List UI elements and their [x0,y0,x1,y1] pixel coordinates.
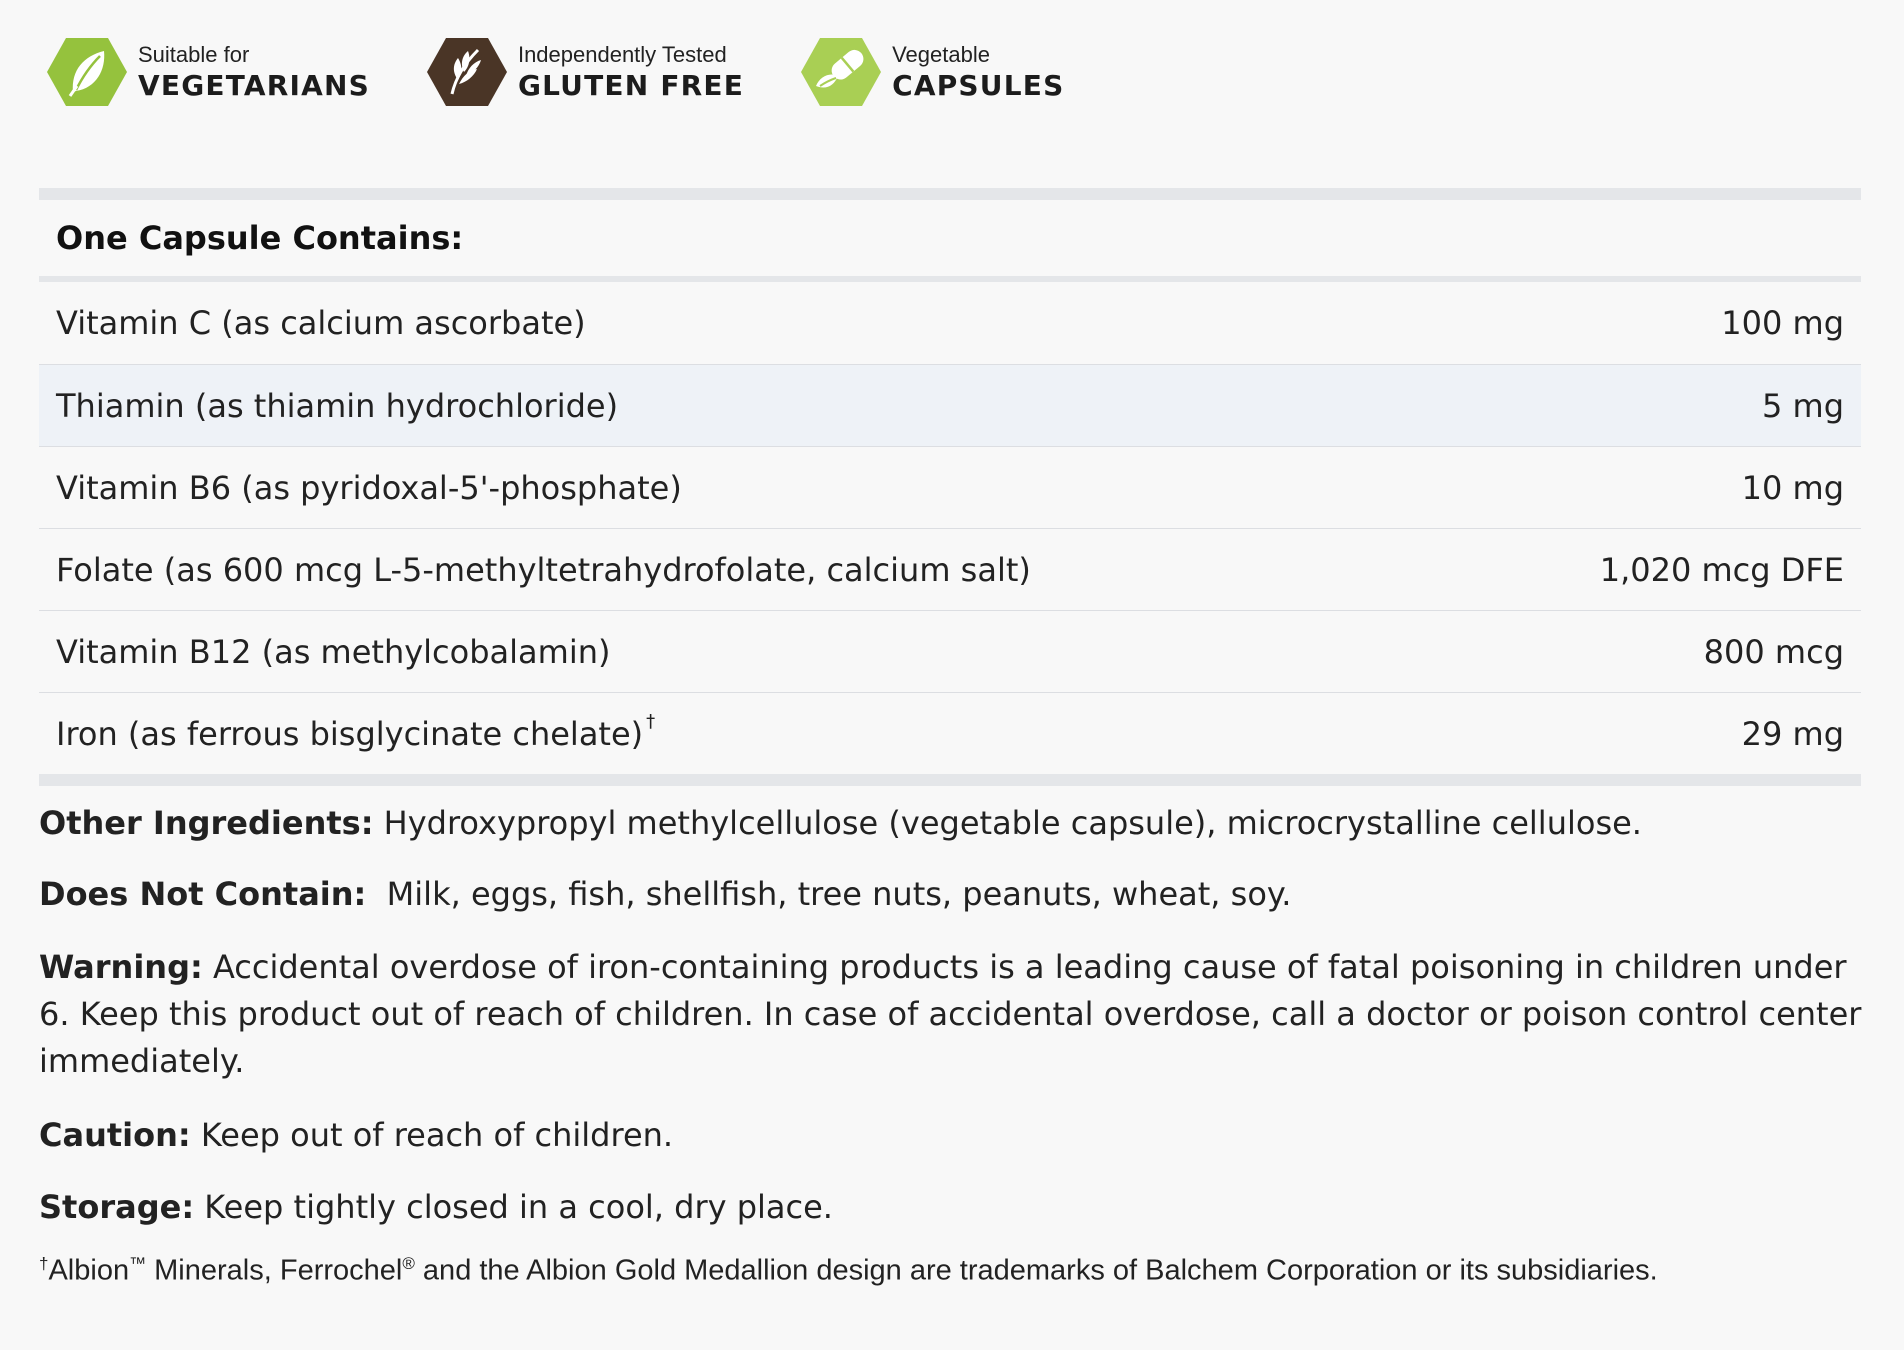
footnote-text: and the Albion Gold Medallion design are trademarks of Balchem Corporation or its subsidiaries. [414,1254,1658,1287]
badge-title: CAPSULES [892,69,1065,102]
ingredient-amount: 10 mg [1741,468,1844,507]
ingredient-amount: 100 mg [1721,304,1844,342]
table-body [39,282,1861,774]
vegetarian-badge [46,34,370,110]
table-row [39,364,1861,446]
ingredient-name: Iron (as ferrous bisglycinate chelate) [56,714,644,753]
capsules-badge [800,34,1064,110]
badge-row [46,34,1064,110]
does-not-contain-label: Does Not Contain: [39,875,367,913]
ingredient-amount: 1,020 mcg DFE [1599,550,1844,589]
table-top-bar [39,188,1861,200]
other-ingredients-label: Other Ingredients: [39,804,374,842]
footnote-text: Albion [48,1254,130,1287]
trademark-symbol: ™ [129,1254,147,1273]
storage-text: Keep tightly closed in a cool, dry place. [194,1188,833,1226]
gluten-free-badge [426,34,744,110]
warning [39,944,1869,1085]
table-bottom-bar [39,774,1861,786]
badge-title: GLUTEN FREE [517,69,745,102]
caution-label: Caution: [39,1116,191,1154]
badge-caption: Vegetable [892,42,990,67]
table-header: One Capsule Contains: [39,200,1861,282]
warning-text: Accidental overdose of iron-containing products is a leading cause of fatal poisoning in children under 6. Keep this product out of reach of children. In case of accidental overdose, call a doctor or poison control center immediately. [39,948,1862,1080]
badge-title: VEGETARIANS [138,69,370,102]
ingredient-amount: 29 mg [1741,714,1844,753]
table-row [39,446,1861,528]
ingredient-name: Vitamin B12 (as methylcobalamin) [56,632,611,671]
ingredient-name: Thiamin (as thiamin hydrochloride) [56,386,619,425]
ingredient-name: Folate (as 600 mcg L-5-methyltetrahydrofolate, calcium salt) [56,550,1031,589]
caution [39,1112,1869,1159]
trademark-footnote [39,1254,1658,1288]
table-row [39,610,1861,692]
storage [39,1184,1869,1231]
other-ingredients [39,800,1869,847]
supplement-facts-table [39,188,1861,786]
ingredient-name: Vitamin C (as calcium ascorbate) [56,304,586,342]
ingredient-name-wrap [56,710,656,753]
table-row [39,692,1861,774]
table-row [39,282,1861,364]
badge-caption: Suitable for [138,42,250,67]
table-row [39,528,1861,610]
ingredient-amount: 5 mg [1761,386,1844,425]
warning-label: Warning: [39,948,203,986]
does-not-contain-text: Milk, eggs, fish, shellfish, tree nuts, peanuts, wheat, soy. [366,875,1292,913]
dagger-mark: † [39,1254,49,1273]
leaf-hex-icon [46,36,128,108]
does-not-contain [39,871,1869,918]
ingredient-amount: 800 mcg [1703,632,1844,671]
storage-label: Storage: [39,1188,195,1226]
footnote-text: Minerals, Ferrochel [146,1254,403,1287]
caution-text: Keep out of reach of children. [190,1116,674,1154]
dagger-mark: † [646,710,656,732]
wheat-hex-icon [426,36,508,108]
capsule-hex-icon [800,36,882,108]
badge-caption: Independently Tested [517,42,727,67]
other-ingredients-text: Hydroxypropyl methylcellulose (vegetable capsule), microcrystalline cellulose. [373,804,1642,842]
registered-symbol: ® [402,1254,415,1273]
ingredient-name: Vitamin B6 (as pyridoxal-5'-phosphate) [56,468,682,507]
